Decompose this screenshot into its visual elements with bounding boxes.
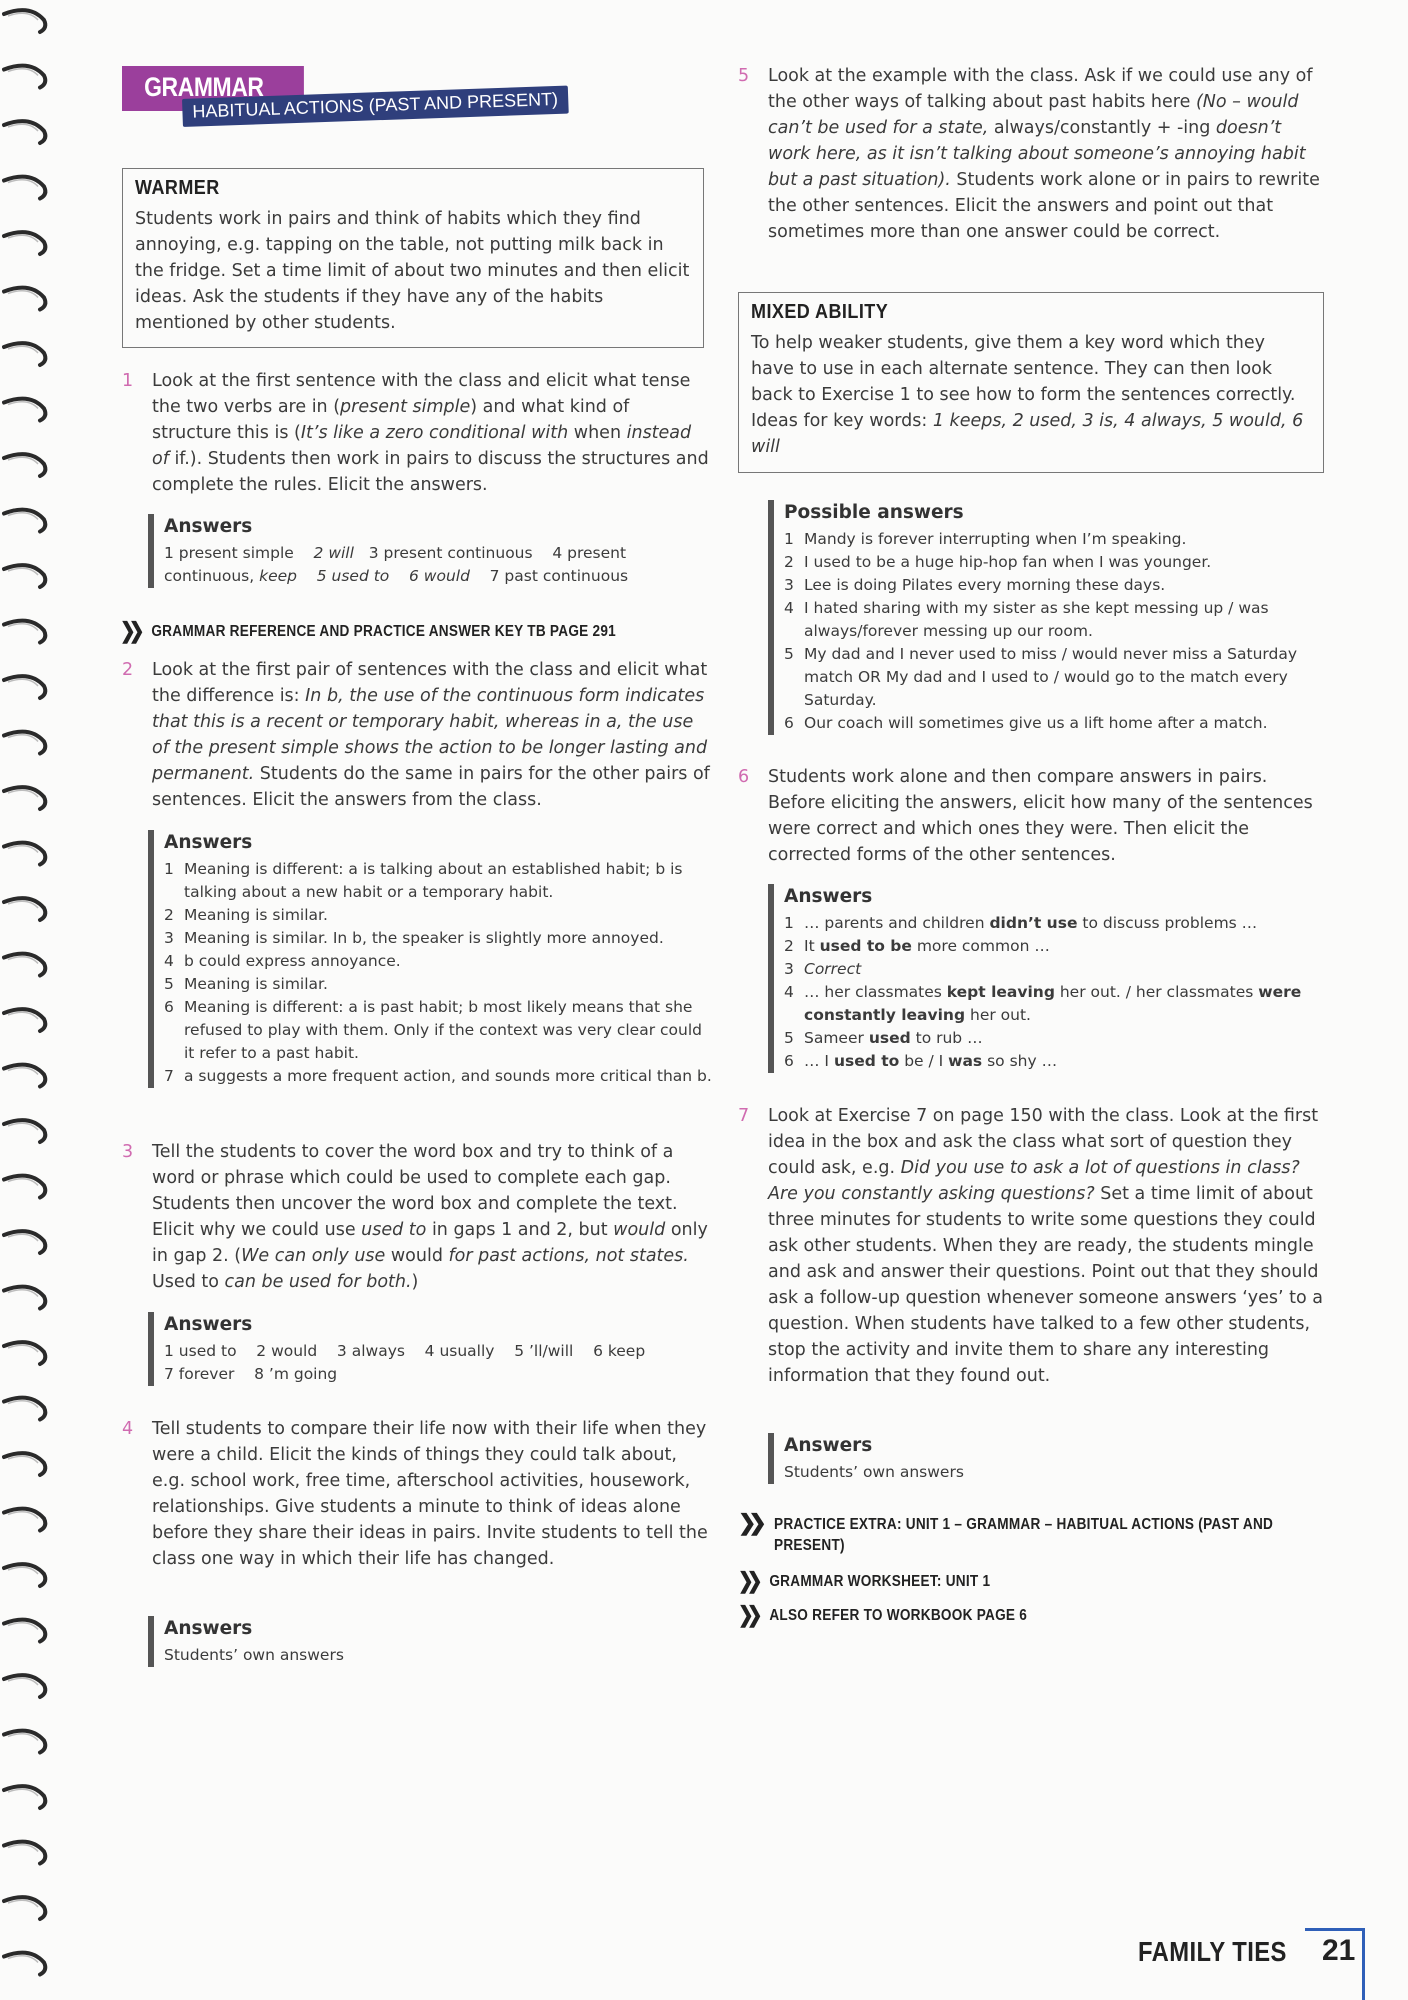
mixed-ability-title: MIXED ABILITY bbox=[751, 301, 889, 323]
answers-title: Answers bbox=[164, 832, 253, 853]
workbook-link[interactable]: ❯❯ ALSO REFER TO WORKBOOK PAGE 6 bbox=[738, 1602, 1028, 1627]
answers-text: Students’ own answers bbox=[784, 1463, 964, 1481]
list-item: 1 Meaning is different: a is talking about an established habit; b is talking about a new habit or a temporary habit. bbox=[164, 860, 683, 901]
exercise-3 bbox=[122, 1139, 712, 1295]
list-item: 4 I hated sharing with my sister as she kept messing up / was always/forever messing up our room. bbox=[784, 599, 1269, 640]
list-item: 4 b could express annoyance. bbox=[164, 952, 401, 970]
grammar-worksheet-link[interactable]: ❯❯ GRAMMAR WORKSHEET: UNIT 1 bbox=[738, 1568, 991, 1593]
answers-title: Possible answers bbox=[784, 502, 964, 523]
grammar-section-label: GRAMMAR bbox=[122, 66, 304, 111]
list-item: 6 Our coach will sometimes give us a lift home after a match. bbox=[784, 714, 1268, 732]
list-item: 1 Mandy is forever interrupting when I’m speaking. bbox=[784, 530, 1187, 548]
answers-title: Answers bbox=[784, 886, 873, 907]
double-chevron-icon: ❯❯ bbox=[120, 618, 138, 643]
answers-title: Answers bbox=[164, 1314, 253, 1335]
list-item: 6 … I used to be / I was so shy … bbox=[784, 1052, 1058, 1070]
answers-text: Students’ own answers bbox=[164, 1646, 344, 1664]
exercise-number: 4 bbox=[122, 1419, 134, 1439]
list-item: 5 Sameer used to rub … bbox=[784, 1029, 983, 1047]
answers-text: 1 used to 2 would 3 always 4 usually 5 ’ll/will 6 keep 7 forever 8 ’m going bbox=[164, 1342, 646, 1383]
list-item: 6 Meaning is different: a is past habit; b most likely means that she refused to play with them. Only if the context was very clear could it refer to a past habit. bbox=[164, 998, 702, 1062]
exercise-4-answers bbox=[148, 1616, 704, 1667]
exercise-4 bbox=[122, 1416, 712, 1572]
answers-title: Answers bbox=[164, 516, 253, 537]
exercise-number: 7 bbox=[738, 1106, 750, 1126]
answers-title: Answers bbox=[164, 1618, 253, 1639]
exercise-7 bbox=[738, 1103, 1328, 1389]
list-item: 5 My dad and I never used to miss / would never miss a Saturday match OR My dad and I used to / would go to the match every Saturday. bbox=[784, 645, 1298, 709]
mixed-ability-box bbox=[738, 292, 1324, 473]
exercise-2 bbox=[122, 657, 712, 813]
exercise-6-answers bbox=[768, 884, 1344, 1073]
exercise-2-answers bbox=[148, 830, 714, 1088]
exercise-6 bbox=[738, 764, 1328, 868]
exercise-number: 5 bbox=[738, 66, 750, 86]
exercise-text: Look at the first sentence with the class and elicit what tense the two verbs are in (present simple) and what kind of structure this is (It’s like a zero conditional with when instead of if.). Students then work in pairs to discuss the structures and complete the rules. Elicit the answers. bbox=[152, 371, 709, 495]
answers-text: 1 present simple 2 will 3 present continuous 4 present continuous, keep 5 used to 6 would 7 past continuous bbox=[164, 544, 629, 585]
exercise-number: 2 bbox=[122, 660, 134, 680]
warmer-text: Students work in pairs and think of habits which they find annoying, e.g. tapping on the table, not putting milk back in the fridge. Set a time limit of about two minutes and then elicit ideas. Ask the students if they have any of the habits mentioned by other students. bbox=[135, 209, 690, 333]
exercise-text: Students work alone and then compare answers in pairs. Before eliciting the answers, elicit how many of the sentences were correct and which ones they were. Then elicit the corrected forms of the other sentences. bbox=[768, 767, 1313, 865]
warmer-box bbox=[122, 168, 704, 348]
list-item: 3 Meaning is similar. In b, the speaker is slightly more annoyed. bbox=[164, 929, 664, 947]
possible-answers bbox=[768, 500, 1344, 735]
exercise-7-answers bbox=[768, 1433, 1324, 1484]
exercise-number: 1 bbox=[122, 371, 134, 391]
page-number: 21 bbox=[1322, 1934, 1356, 1967]
exercise-3-answers bbox=[148, 1312, 704, 1386]
exercise-text: Tell students to compare their life now with their life when they were a child. Elicit the kinds of things they could talk about, e.g. school work, free time, afterschool activities, housework, relationships. Give students a minute to think of ideas alone before they share their ideas in pairs. Invite students to tell the class one way in which their life has changed. bbox=[152, 1419, 708, 1569]
list-item: 2 It used to be more common … bbox=[784, 937, 1050, 955]
answers-list bbox=[164, 858, 714, 1088]
exercise-text: Look at Exercise 7 on page 150 with the class. Look at the first idea in the box and ask the class what sort of question they could ask, e.g. Did you use to ask a lot of questions in class? Are you constantly asking questions? Set a time limit of about three minutes for students to write some questions they could ask other students. When they are ready, the students mingle and ask and answer their questions. Point out that they should ask a follow-up question whenever someone answers ‘yes’ to a question. When students have talked to a few other students, stop the activity and invite them to share any interesting information that they found out. bbox=[768, 1106, 1324, 1386]
exercise-text: Look at the first pair of sentences with the class and elicit what the difference is: In b, the use of the continuous form indicates that this is a recent or temporary habit, whereas in a, the use of the present simple shows the action to be longer lasting and permanent. Students do the same in pairs for the other pairs of sentences. Elicit the answers from the class. bbox=[152, 660, 710, 810]
double-chevron-icon: ❯❯ bbox=[738, 1602, 756, 1627]
unit-title: FAMILY TIES bbox=[1138, 1936, 1287, 1967]
double-chevron-icon: ❯❯ bbox=[738, 1510, 759, 1535]
grammar-topic-label: HABITUAL ACTIONS (PAST AND PRESENT) bbox=[182, 86, 568, 127]
mixed-ability-text: To help weaker students, give them a key word which they have to use in each alternate sentence. They can then look back to Exercise 1 to see how to form the sentences correctly. Ideas for key words: 1 keeps, 2 used, 3 is, 4 always, 5 would, 6 will bbox=[751, 333, 1304, 457]
grammar-reference-link[interactable]: ❯❯ GRAMMAR REFERENCE AND PRACTICE ANSWER KEY TB PAGE 291 bbox=[120, 618, 616, 643]
exercise-number: 6 bbox=[738, 767, 750, 787]
list-item: 7 a suggests a more frequent action, and sounds more critical than b. bbox=[164, 1067, 712, 1085]
spiral-binding bbox=[0, 0, 70, 2000]
answers-list bbox=[784, 528, 1344, 735]
practice-extra-link[interactable]: ❯❯ PRACTICE EXTRA: UNIT 1 – GRAMMAR – HABITUAL ACTIONS (PAST AND PRESENT) bbox=[738, 1510, 1274, 1554]
list-item: 5 Meaning is similar. bbox=[164, 975, 328, 993]
list-item: 3 Lee is doing Pilates every morning these days. bbox=[784, 576, 1166, 594]
list-item: 2 Meaning is similar. bbox=[164, 906, 328, 924]
answers-list bbox=[784, 912, 1344, 1073]
exercise-text: Tell the students to cover the word box and try to think of a word or phrase which could be used to complete each gap. Students then uncover the word box and complete the text. Elicit why we could use used to in gaps 1 and 2, but would only in gap 2. (We can only use would for past actions, not states. Used to can be used for both.) bbox=[152, 1142, 708, 1292]
list-item: 2 I used to be a huge hip-hop fan when I was younger. bbox=[784, 553, 1212, 571]
list-item: 3 Correct bbox=[784, 960, 862, 978]
double-chevron-icon: ❯❯ bbox=[738, 1568, 756, 1593]
exercise-text: Look at the example with the class. Ask if we could use any of the other ways of talking about past habits here (No – would can’t be used for a state, always/constantly + -ing doesn’t work here, as it isn’t talking about someone’s annoying habit but a past situation). Students work alone or in pairs to rewrite the other sentences. Elicit the answers and point out that sometimes more than one answer could be correct. bbox=[768, 66, 1320, 242]
list-item: 1 … parents and children didn’t use to discuss problems … bbox=[784, 914, 1258, 932]
exercise-1 bbox=[122, 368, 712, 498]
exercise-number: 3 bbox=[122, 1142, 134, 1162]
warmer-title: WARMER bbox=[135, 177, 220, 199]
exercise-5 bbox=[738, 63, 1328, 245]
exercise-1-answers bbox=[148, 514, 704, 588]
list-item: 4 … her classmates kept leaving her out. / her classmates were constantly leaving her out. bbox=[784, 983, 1302, 1024]
answers-title: Answers bbox=[784, 1435, 873, 1456]
